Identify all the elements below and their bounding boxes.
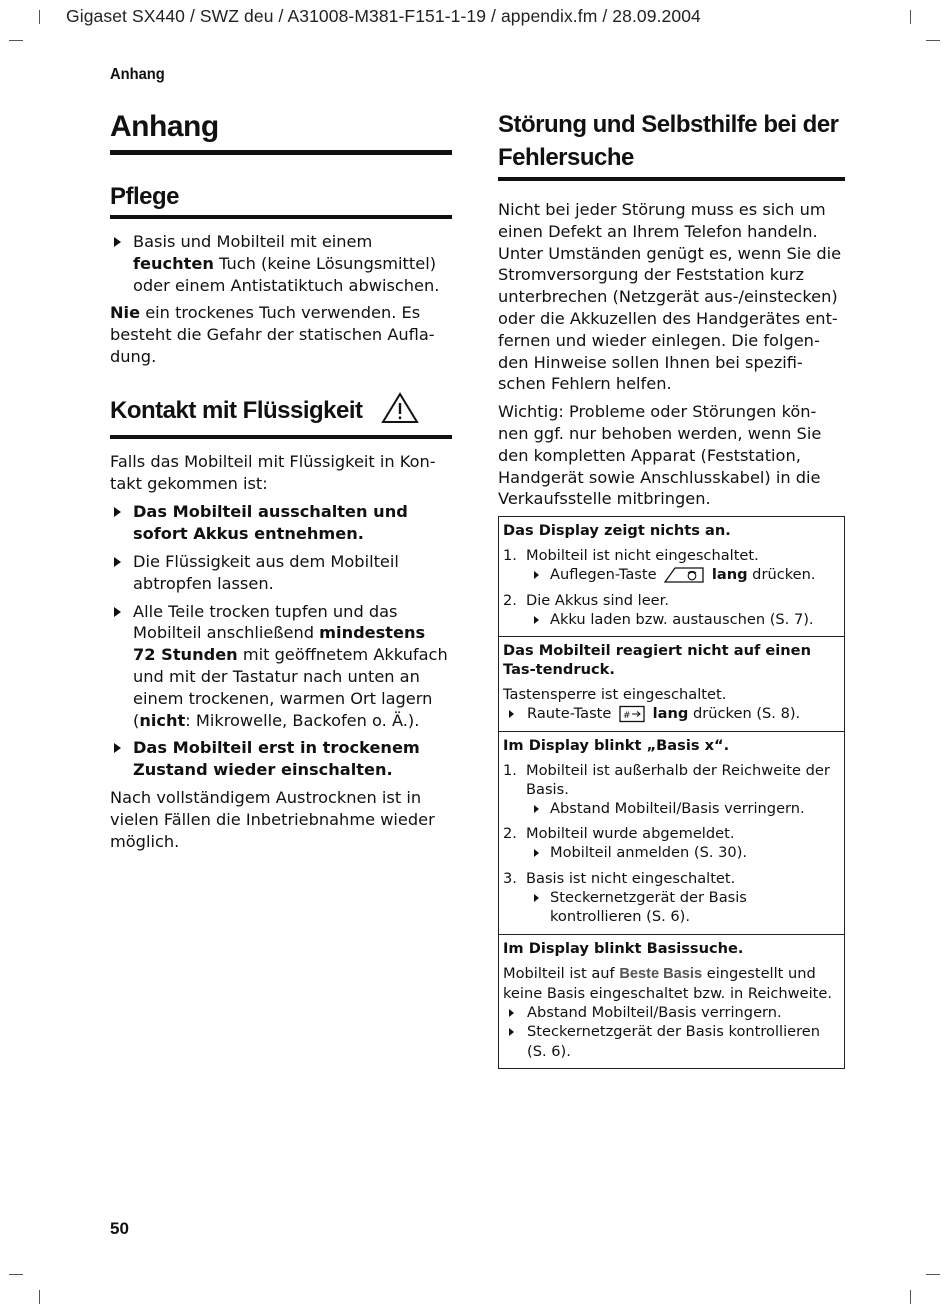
crop-mark (39, 10, 40, 24)
bullet-triangle-icon (114, 607, 121, 617)
cause-item: 1. Mobilteil ist außerhalb der Reichweite der Basis. (503, 761, 830, 798)
problem-basis-blinks (499, 731, 844, 934)
running-head: Anhang (110, 66, 165, 83)
bullet-triangle-icon (534, 805, 539, 813)
problem-no-key-response (499, 636, 844, 731)
left-column (110, 108, 452, 852)
page-number: 50 (110, 1219, 129, 1238)
problem-display-blank (499, 517, 844, 636)
crop-mark (926, 40, 940, 41)
kontakt-list (110, 501, 452, 781)
bullet-triangle-icon (534, 571, 539, 579)
right-column (498, 108, 845, 1069)
svg-text:#: # (623, 711, 631, 722)
cause-item: 2. Mobilteil wurde abgemeldet. (503, 825, 735, 843)
problem-basissuche (499, 934, 844, 1069)
troubleshooting-table (498, 516, 845, 1069)
cause-item: 1. Mobilteil ist nicht eingeschaltet. (503, 547, 759, 565)
bullet-triangle-icon (534, 894, 539, 902)
crop-mark (9, 40, 23, 41)
crop-mark (910, 1290, 911, 1304)
problem-title: Im Display blinkt Basissuche. (503, 939, 744, 957)
cause-text: Mobilteil ist auf Beste Basis eingestellt und keine Basis eingeschaltet bzw. in Reichweite. (503, 964, 832, 1002)
remedy-item: Auflegen-Taste lang drücken. (503, 565, 839, 585)
bullet-triangle-icon (534, 616, 539, 624)
display-text: Beste Basis (619, 965, 703, 982)
remedy-item: Abstand Mobilteil/Basis verringern. (503, 799, 839, 819)
kontakt-closing: Nach vollständigem Austrocknen ist in vielen Fällen die Inbetriebnahme wieder möglich. (110, 787, 435, 851)
list-item: Die Flüssigkeit aus dem Mobilteil abtropfen lassen. (110, 551, 452, 595)
section-heading-stoerung: Störung und Selbsthilfe bei der Fehlersuche (498, 108, 845, 181)
list-item: Das Mobilteil erst in trockenem Zustand wieder einschalten. (110, 737, 452, 781)
kontakt-intro: Falls das Mobilteil mit Flüssigkeit in Kon-takt gekommen ist: (110, 451, 436, 493)
crop-mark (9, 1274, 23, 1275)
list-item: Das Mobilteil ausschalten und sofort Akkus entnehmen. (110, 501, 452, 545)
document-header: Gigaset SX440 / SWZ deu / A31008-M381-F151-1-19 / appendix.fm / 28.09.2004 (66, 6, 701, 26)
problem-title: Das Mobilteil reagiert nicht auf einen Tas-tendruck. (503, 642, 811, 679)
intro-paragraph: Nicht bei jeder Störung muss es sich um einen Defekt an Ihrem Telefon handeln. Unter Umständen genügt es, wenn Sie die Stromversorgung der Feststation kurz unterbrechen (Netzgerät aus-/einstecken) oder die Akkuzellen des Handgerätes ent-fernen und wieder einlegen. Die folgen-den Hinweise sollen Ihnen bei spezifi-schen Fehlern helfen. (498, 200, 842, 394)
bullet-triangle-icon (509, 1009, 514, 1017)
end-call-key-icon (664, 566, 704, 584)
crop-mark (39, 1290, 40, 1304)
bullet-triangle-icon (534, 849, 539, 857)
important-paragraph: Wichtig: Probleme oder Störungen kön-nen ggf. nur behoben werden, wenn Sie den kompletten Apparat (Feststation, Handgerät sowie Anschlusskabel) in die Verkaufsstelle mitbringen. (498, 402, 822, 509)
remedy-item: Steckernetzgerät der Basis kontrollieren (S. 6). (503, 888, 839, 927)
crop-mark (926, 1274, 940, 1275)
remedy-item: Raute-Taste # lang drücken (S. 8). (503, 704, 839, 724)
list-item: Basis und Mobilteil mit einem feuchten Tuch (keine Lösungsmittel) oder einem Antistatiktuch abwischen. (110, 231, 452, 296)
section-heading-kontakt: Kontakt mit Flüssigkeit (110, 392, 452, 439)
crop-mark (910, 10, 911, 24)
problem-title: Das Display zeigt nichts an. (503, 522, 731, 540)
bullet-triangle-icon (114, 237, 121, 247)
remedy-item: Mobilteil anmelden (S. 30). (503, 843, 839, 863)
pflege-list (110, 231, 452, 296)
cause-text: Tastensperre ist eingeschaltet. (503, 686, 727, 704)
warning-triangle-icon (381, 392, 419, 431)
problem-title: Im Display blinkt „Basis x“. (503, 736, 730, 754)
section-heading-pflege: Pflege (110, 183, 452, 219)
hash-key-icon (619, 705, 645, 723)
cause-item: 2. Die Akkus sind leer. (503, 591, 669, 609)
list-item: Alle Teile trocken tupfen und das Mobilteil anschließend mindestens 72 Stunden mit geöffnetem Akkufach und mit der Tastatur nach unten an einem trockenen, warmen Ort lagern (nicht: Mikrowelle, Backofen o. Ä.). (110, 601, 452, 732)
bullet-triangle-icon (114, 743, 121, 753)
bullet-triangle-icon (509, 1028, 514, 1036)
pflege-note: Nie ein trockenes Tuch verwenden. Es besteht die Gefahr der statischen Aufla-dung. (110, 303, 435, 366)
bullet-triangle-icon (114, 557, 121, 567)
remedy-item: Abstand Mobilteil/Basis verringern. (503, 1003, 839, 1023)
remedy-item: Akku laden bzw. austauschen (S. 7). (503, 610, 839, 630)
remedy-item: Steckernetzgerät der Basis kontrollieren (S. 6). (503, 1022, 839, 1061)
bullet-triangle-icon (509, 710, 514, 718)
cause-item: 3. Basis ist nicht eingeschaltet. (503, 869, 736, 887)
bullet-triangle-icon (114, 507, 121, 517)
chapter-title: Anhang (110, 108, 452, 155)
